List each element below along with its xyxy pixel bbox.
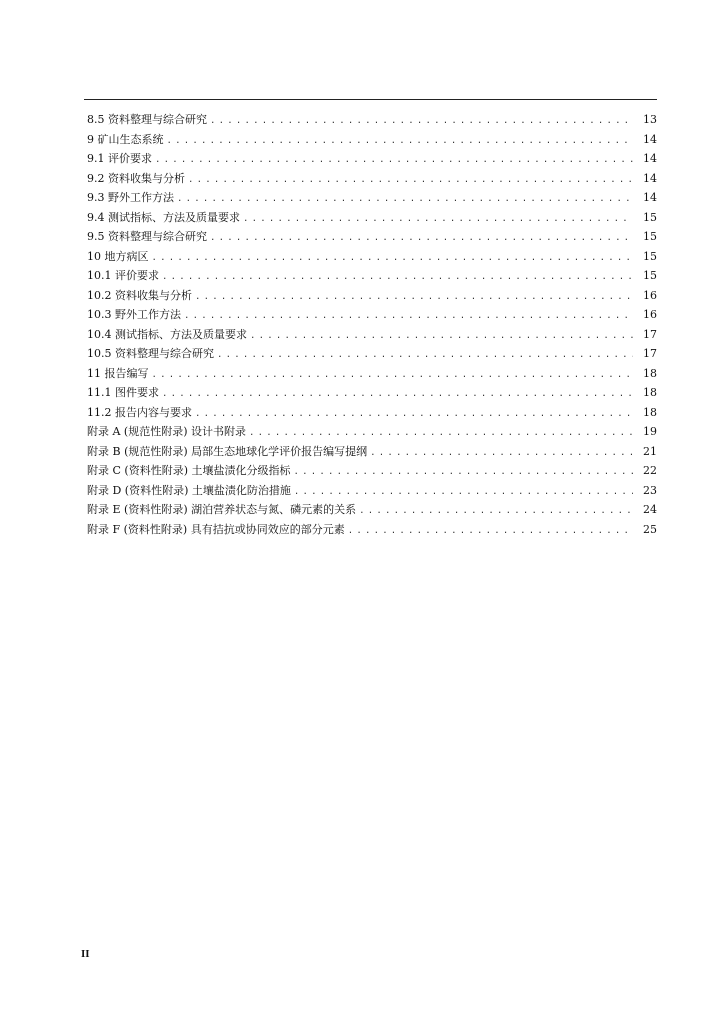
toc-dot-leader [359,502,633,522]
toc-dot-leader [210,229,633,249]
toc-dot-leader [152,249,634,269]
toc-entry[interactable] [87,286,657,306]
toc-dot-leader [188,171,633,191]
toc-entry-page: 13 [643,113,657,126]
toc-entry-label: 10.1 评价要求 [87,269,159,282]
toc-entry-label: 10.2 资料收集与分析 [87,288,192,302]
toc-entry[interactable] [87,266,657,286]
toc-entry[interactable] [87,461,657,481]
toc-entry-page: 18 [643,386,657,399]
toc-entry-page: 15 [643,269,657,282]
toc-entry-page: 16 [643,308,657,321]
toc-entry-page: 14 [643,132,657,146]
toc-entry-label: 附录 A (规范性附录) 设计书附录 [87,425,247,438]
header-rule [84,99,657,100]
toc-entry[interactable] [87,344,657,364]
toc-entry-page: 15 [643,249,657,263]
toc-entry-label: 10.5 资料整理与综合研究 [87,347,214,360]
toc-entry-page: 18 [643,366,657,380]
toc-entry-label: 9.3 野外工作方法 [87,191,174,204]
toc-entry[interactable] [87,383,657,403]
toc-entry-page: 17 [643,347,657,360]
toc-dot-leader [217,346,633,366]
toc-entry[interactable] [87,520,657,540]
toc-entry-label: 9.2 资料收集与分析 [87,171,185,185]
toc-entry[interactable] [87,110,657,130]
toc-entry-label: 11 报告编写 [87,366,149,380]
toc-entry-label: 11.1 图件要求 [87,386,159,399]
toc-entry-page: 15 [643,210,657,224]
toc-dot-leader [195,288,633,308]
toc-dot-leader [167,132,634,152]
toc-entry-label: 附录 B (规范性附录) 局部生态地球化学评价报告编写提纲 [87,444,368,458]
toc-entry-label: 9.1 评价要求 [87,152,152,165]
toc-entry-label: 10 地方病区 [87,249,149,263]
toc-entry-label: 附录 D (资料性附录) 土壤盐渍化防治措施 [87,483,291,497]
toc-entry[interactable] [87,422,657,442]
toc-dot-leader [370,444,633,464]
toc-entry-page: 15 [643,230,657,243]
toc-entry[interactable] [87,130,657,150]
toc-dot-leader [152,366,634,386]
toc-entry-label: 10.3 野外工作方法 [87,308,181,321]
toc-entry[interactable] [87,247,657,267]
toc-entry[interactable] [87,149,657,169]
toc-entry[interactable] [87,481,657,501]
toc-entry-page: 19 [643,425,657,438]
toc-dot-leader [184,307,633,327]
toc-dot-leader [195,405,633,425]
toc-entry[interactable] [87,403,657,423]
toc-entry-page: 25 [643,522,657,536]
toc-entry-label: 8.5 资料整理与综合研究 [87,113,207,126]
toc-entry-label: 11.2 报告内容与要求 [87,405,192,419]
toc-entry-label: 附录 E (资料性附录) 湖泊营养状态与氮、磷元素的关系 [87,503,357,516]
toc-entry[interactable] [87,227,657,247]
toc-entry-page: 14 [643,191,657,204]
toc-dot-leader [162,268,633,288]
toc-entry-page: 16 [643,288,657,302]
table-of-contents [87,110,657,539]
toc-entry[interactable] [87,305,657,325]
toc-entry[interactable] [87,364,657,384]
toc-entry[interactable] [87,500,657,520]
toc-dot-leader [348,522,633,542]
toc-entry[interactable] [87,442,657,462]
toc-dot-leader [210,112,633,132]
toc-entry-label: 10.4 测试指标、方法及质量要求 [87,327,247,341]
toc-dot-leader [294,463,634,483]
toc-entry-label: 9.5 资料整理与综合研究 [87,230,207,243]
toc-entry-page: 17 [643,327,657,341]
toc-entry-page: 14 [643,171,657,185]
toc-entry-label: 9 矿山生态系统 [87,132,164,146]
toc-entry-page: 24 [643,503,657,516]
toc-dot-leader [162,385,633,405]
toc-entry-page: 21 [643,444,657,458]
toc-dot-leader [243,210,633,230]
toc-entry-page: 23 [643,483,657,497]
toc-entry[interactable] [87,325,657,345]
page-number: II [81,948,90,960]
toc-entry[interactable] [87,188,657,208]
toc-entry-label: 附录 C (资料性附录) 土壤盐渍化分级指标 [87,464,291,477]
toc-entry[interactable] [87,169,657,189]
toc-dot-leader [155,151,633,171]
toc-entry-page: 18 [643,405,657,419]
toc-entry-label: 9.4 测试指标、方法及质量要求 [87,210,240,224]
toc-entry-label: 附录 F (资料性附录) 具有拮抗或协同效应的部分元素 [87,522,345,536]
toc-entry[interactable] [87,208,657,228]
toc-dot-leader [177,190,633,210]
toc-entry-page: 22 [643,464,657,477]
toc-entry-page: 14 [643,152,657,165]
toc-dot-leader [250,327,633,347]
